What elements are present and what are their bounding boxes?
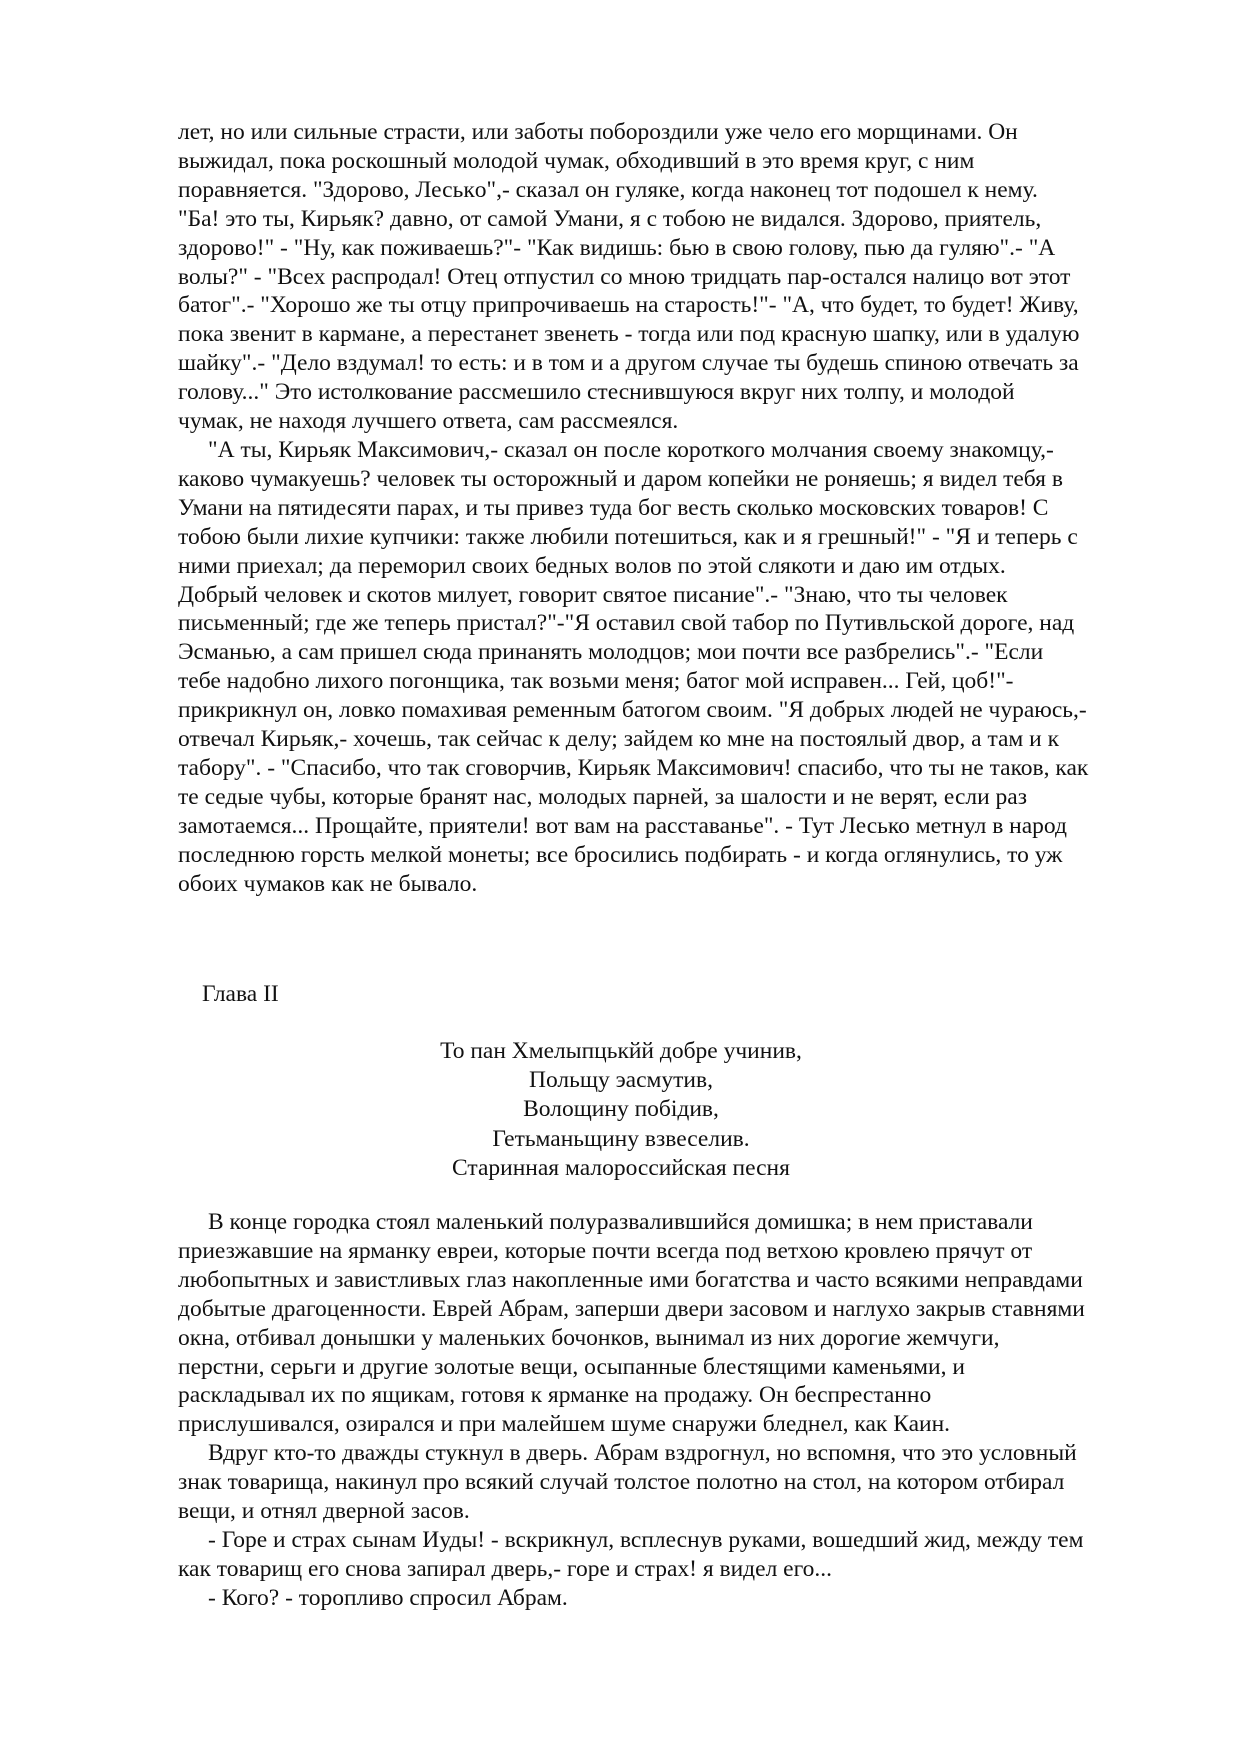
text-line: окна, отбивал донышки у маленьких бочонков, вынимал из них дорогие жемчуги, xyxy=(178,1324,1000,1351)
text-line: те седые чубы, которые бранят нас, молодых парней, за шалости и не верят, если раз xyxy=(178,783,1028,810)
text-line: чумак, не находя лучшего ответа, сам рассмеялся. xyxy=(178,408,679,435)
epigraph-line: То пан Хмелыпцькйй добре учинив, xyxy=(440,1038,802,1064)
text-line: - Кого? - торопливо спросил Абрам. xyxy=(208,1584,568,1611)
text-line: голову..." Это истолкование рассмешило стеснившуюся вкруг них толпу, и молодой xyxy=(178,379,1015,406)
text-line: Добрый человек и скотов милует, говорит святое писание".- "Знаю, что ты человек xyxy=(178,581,1008,608)
text-line: волы?" - "Всех распродал! Отец отпустил со мною тридцать пар-остался налицо вот этот xyxy=(178,263,1071,290)
text-line: знак товарища, накинул про всякий случай толстое полотно на стол, на котором отбирал xyxy=(178,1469,1065,1496)
text-line: пока звенит в кармане, а перестанет звенеть - тогда или под красную шапку, или в удалую xyxy=(178,321,1080,348)
text-line: Вдруг кто-то дважды стукнул в дверь. Абрам вздрогнул, но вспомня, что это условный xyxy=(208,1440,1077,1467)
text-line: прикрикнул он, ловко помахивая ременным батогом своим. "Я добрых людей не чураюсь,- xyxy=(178,697,1087,724)
text-line: письменный; где же теперь пристал?"-"Я оставил свой табор по Путивльской дороге, над xyxy=(178,610,1075,637)
text-line: замотаемся... Прощайте, приятели! вот вам на расставанье". - Тут Лесько метнул в народ xyxy=(178,812,1067,839)
text-line: обоих чумаков как не бывало. xyxy=(178,870,478,897)
text-line: выжидал, пока роскошный молодой чумак, обходивший в это время круг, с ним xyxy=(178,147,975,174)
text-line: батог".- "Хорошо же ты отцу припрочиваешь на старость!"- "А, что будет, то будет! Живу, xyxy=(178,292,1079,319)
epigraph-line: Гетьманьщину взвеселив. xyxy=(492,1125,750,1152)
chapter-title: Глава II xyxy=(202,981,279,1007)
text-line: В конце городка стоял маленький полуразвалившийся домишка; в нем приставали xyxy=(208,1209,1033,1235)
text-line: добытые драгоценности. Еврей Абрам, заперши двери засовом и наглухо закрыв ставнями xyxy=(178,1295,1085,1322)
text-line: табору". - "Спасибо, что так сговорчив, Кирьяк Максимович! спасибо, что ты не таков, как xyxy=(178,754,1089,781)
text-line: Умани на пятидесяти парах, и ты привез туда бог весть сколько московских товаров! С xyxy=(178,494,1049,521)
text-line: "А ты, Кирьяк Максимович,- сказал он после короткого молчания своему знакомцу,- xyxy=(208,436,1054,463)
epigraph-source: Старинная малороссийская песня xyxy=(452,1154,790,1181)
text-line: лет, но или сильные страсти, или заботы побороздили уже чело его морщинами. Он xyxy=(178,119,1018,145)
text-line: "Ба! это ты, Кирьяк? давно, от самой Умани, я с тобою не видался. Здорово, приятель, xyxy=(178,205,1042,232)
text-line: как товарищ его снова запирал дверь,- горе и страх! я видел его... xyxy=(178,1555,833,1582)
text-line: последнюю горсть мелкой монеты; все бросились подбирать - и когда оглянулись, то уж xyxy=(178,841,1063,868)
epigraph-line: Волощину побідив, xyxy=(523,1096,719,1123)
text-line: раскладывал их по ящикам, готовя к ярманке на продажу. Он беспрестанно xyxy=(178,1382,932,1409)
text-line: прислушивался, озирался и при малейшем шуме снаружи бледнел, как Каин. xyxy=(178,1411,951,1438)
epigraph xyxy=(400,1037,842,1183)
text-part-2 xyxy=(178,1208,1138,1613)
text-line: каково чумакуешь? человек ты осторожный и даром копейки не роняешь; я видел тебя в xyxy=(178,465,1063,492)
text-line: шайку".- "Дело вздумал! то есть: и в том и а другом случае ты будешь спиною отвечать за xyxy=(178,350,1079,377)
epigraph-line: Польщу эасмутив, xyxy=(529,1067,713,1094)
text-line: тебе надобно лихого погонщика, так возьми меня; батог мой исправен... Гей, цоб!"- xyxy=(178,668,1014,695)
text-line: вещи, и отнял дверной засов. xyxy=(178,1498,470,1525)
text-part-1 xyxy=(178,118,1138,898)
text-line: ними приехал; да переморил своих бедных волов по этой слякоти и даю им отдых. xyxy=(178,552,1006,579)
text-line: - Горе и страх сынам Иуды! - вскрикнул, всплеснув руками, вошедший жид, между тем xyxy=(208,1526,1084,1553)
text-line: отвечал Кирьяк,- хочешь, так сейчас к делу; зайдем ко мне на постоялый двор, а там и к xyxy=(178,726,1060,753)
text-line: здорово!" - "Ну, как поживаешь?"- "Как видишь: бью в свою голову, пью да гуляю".- "А xyxy=(178,234,1056,261)
text-line: Эсманью, а сам пришел сюда принанять молодцов; мои почти все разбрелись".- "Если xyxy=(178,639,1044,666)
text-line: поравняется. "Здорово, Леськo",- сказал он гуляке, когда наконец тот подошел к нему. xyxy=(178,176,1038,203)
text-line: приезжавшие на ярманку евреи, которые почти всегда под ветхою кровлею прячут от xyxy=(178,1237,1033,1264)
text-line: тобою были лихие купчики: также любили потешиться, как и я грешный!" - "Я и теперь с xyxy=(178,523,1078,550)
text-line: перстни, серьги и другие золотые вещи, осыпанные блестящими каменьями, и xyxy=(178,1353,965,1380)
text-line: любопытных и завистливых глаз накопленные ими богатства и часто всякими неправдами xyxy=(178,1266,1083,1293)
